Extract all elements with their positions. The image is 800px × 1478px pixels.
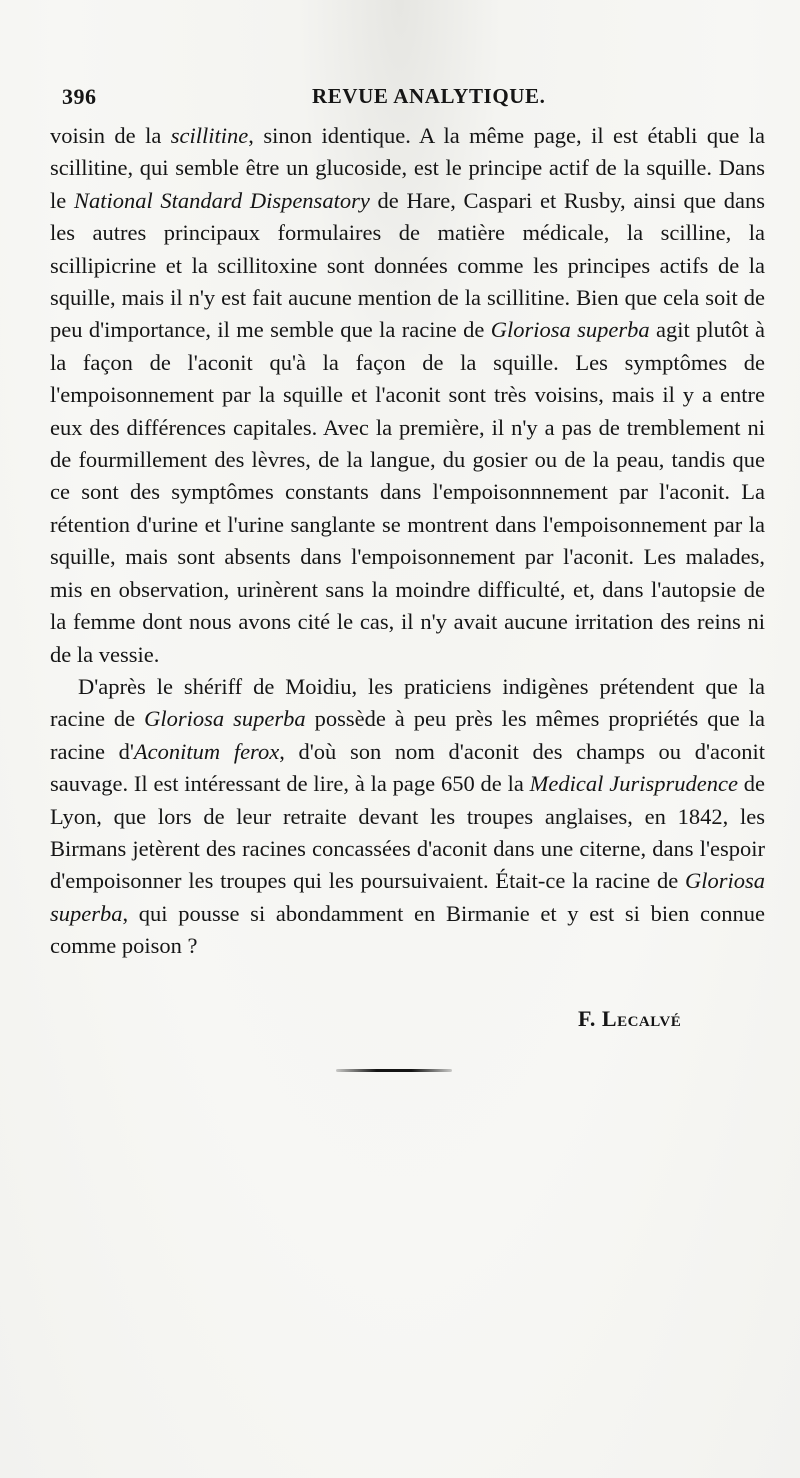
paragraph-2 — [50, 671, 765, 963]
text-segment: voisin de la — [50, 123, 171, 148]
end-rule-divider — [336, 1069, 452, 1072]
author-signature — [578, 1006, 681, 1032]
italic-title: National Standard Dispensatory — [73, 187, 370, 213]
italic-term: Aconitum ferox — [133, 738, 280, 764]
text-segment: possède à peu près les mêmes propriétés que la racine d' — [50, 706, 765, 764]
italic-term: Gloriosa superba — [490, 317, 650, 343]
page-header — [62, 84, 742, 116]
author-initial: F. — [578, 1006, 596, 1031]
text-segment: , sinon identique. A la même page, il est établi que la scillitine, qui semble être un glucoside, est le principe actif de la squille. Dans le — [50, 123, 766, 213]
italic-term: Gloriosa superba — [144, 706, 306, 732]
italic-title: Medical Jurisprudence — [529, 771, 738, 797]
text-segment: D'après le shériff de Moidiu, les praticiens indigènes prétendent que la racine de — [50, 673, 765, 732]
author-name: Lecalvé — [601, 1006, 682, 1031]
text-segment: , qui pousse si abondamment en Birmanie et y est si bien connue comme poison ? — [50, 900, 765, 959]
text-segment: agit plutôt à la façon de l'aconit qu'à la façon de la squille. Les symptômes de l'empoisonnement par la squille et l'aconit sont très voisins, mais il y a entre eux des différences capitales. Avec la première, il n'y a pas de tremblement ni de fourmillement des lèvres, de la langue, du gosier ou de la peau, tandis que ce sont des symptômes constants dans l'empoisonnnement par l'aconit. La rétention d'urine et l'urine sanglante se montrent dans l'empoisonnement par la squille, mais sont absents dans l'empoisonnement par l'aconit. Les malades, mis en observation, urinèrent sans la moindre difficulté, et, dans l'autopsie de la femme dont nous avons cité le cas, il n'y avait aucune irritation des reins ni de la vessie. — [50, 317, 766, 667]
text-segment: , d'où son nom d'aconit des champs ou d'aconit sauvage. Il est intéressant de lire, à la page 650 de la — [50, 738, 765, 797]
italic-term: Gloriosa superba — [50, 868, 765, 926]
text-segment: de Lyon, que lors de leur retraite devant les troupes anglaises, en 1842, les Birmans jetèrent des racines concassées d'aconit dans une citerne, dans l'espoir d'empoisonner les troupes qui les poursuivaient. Était-ce la racine de — [50, 771, 765, 894]
running-title: REVUE ANALYTIQUE. — [312, 84, 546, 108]
italic-term: scillitine — [170, 123, 249, 148]
paragraph-1 — [50, 120, 765, 671]
page-number: 396 — [62, 84, 97, 109]
text-segment: de Hare, Caspari et Rusby, ainsi que dans les autres principaux formulaires de matière médicale, la scilline, la scillipicrine et la scillitoxine sont données comme les principes actifs de la squille, mais il n'y est fait aucune mention de la scillitine. Bien que cela soit de peu d'importance, il me semble que la racine de — [50, 187, 765, 343]
article-body — [50, 120, 765, 963]
